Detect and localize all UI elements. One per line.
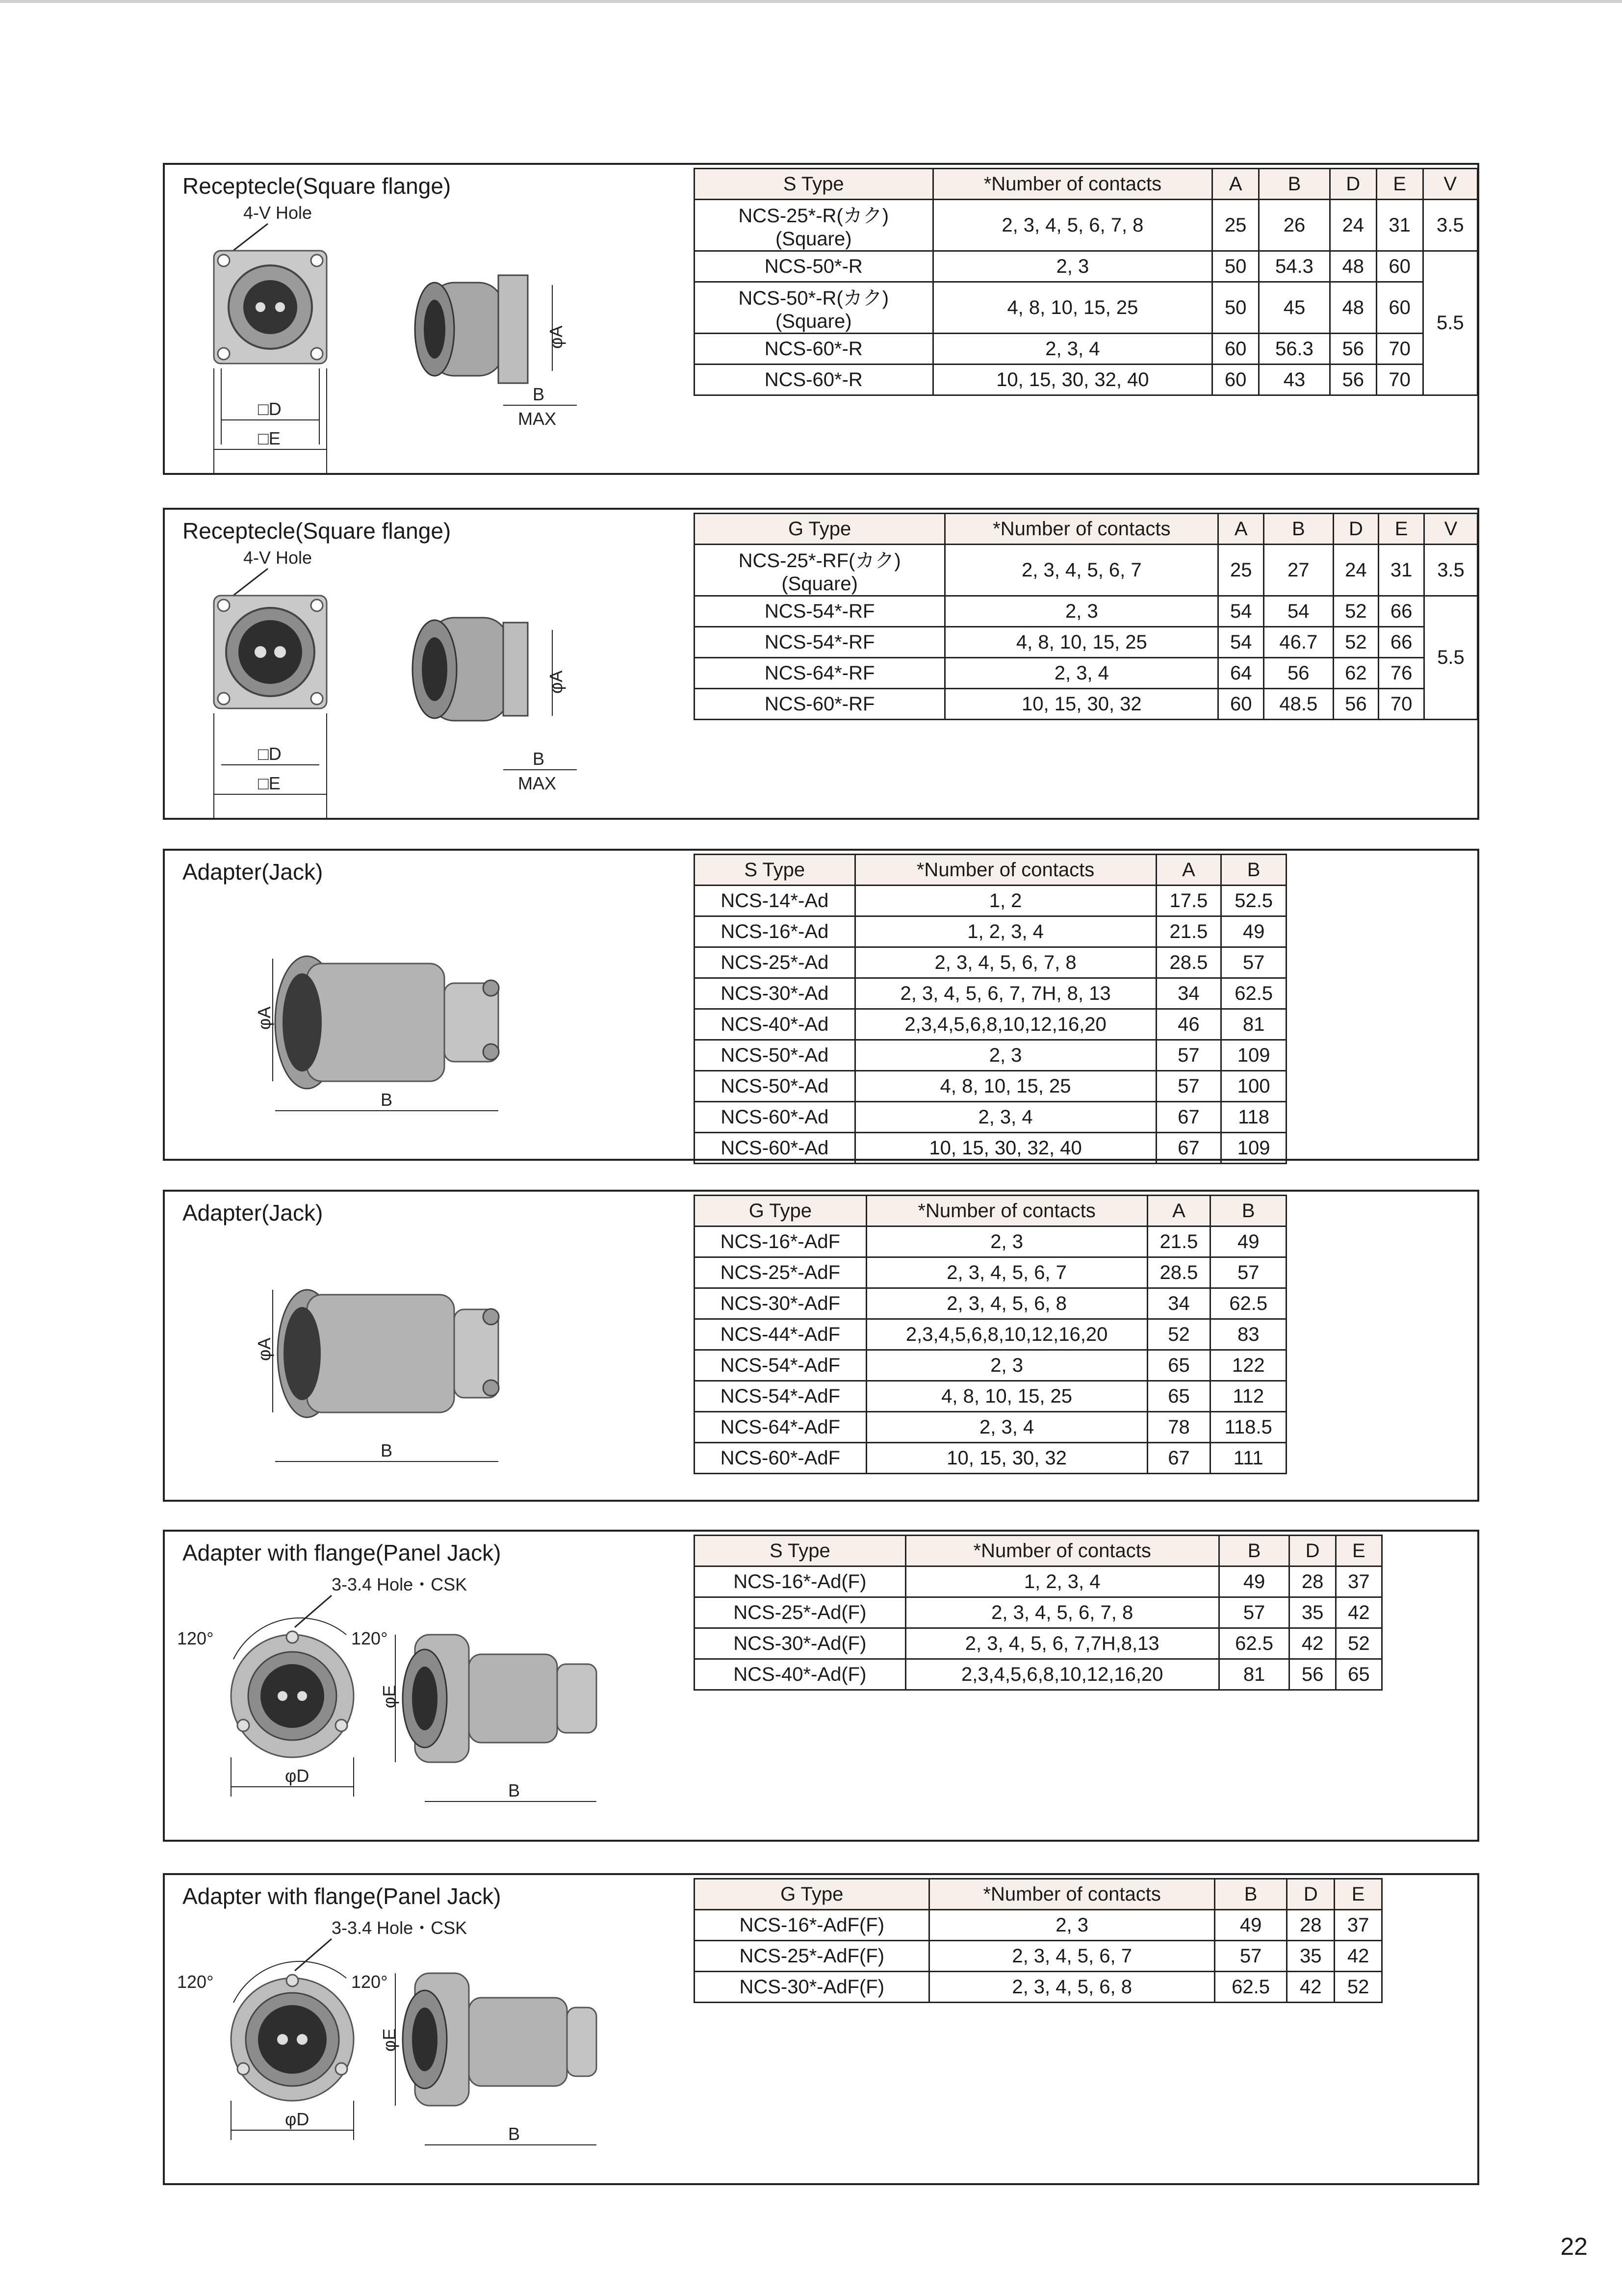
table-row [695, 251, 1478, 282]
column-header: G Type [695, 1196, 867, 1226]
table-cell: 2, 3, 4, 5, 6, 7,7H,8,13 [905, 1628, 1219, 1659]
table-cell: 5.5 [1423, 251, 1477, 395]
section-panel-jack-g-type [163, 1873, 1479, 2185]
table-cell: 48 [1330, 282, 1376, 334]
table-cell: 31 [1379, 545, 1424, 596]
table-cell: NCS-64*-RF [695, 658, 945, 689]
table-cell: 70 [1379, 689, 1424, 720]
dim-e-label: φE [379, 1685, 399, 1708]
column-header: *Number of contacts [855, 855, 1156, 886]
table-header-row [695, 1536, 1382, 1566]
column-header: B [1259, 169, 1330, 200]
table-row [695, 658, 1478, 689]
table-cell: NCS-25*-Ad [695, 947, 855, 978]
table-cell: 50 [1212, 282, 1259, 334]
table-cell: 10, 15, 30, 32 [945, 689, 1218, 720]
table-cell: 57 [1221, 947, 1287, 978]
table-header-row [695, 1196, 1287, 1226]
section-adapter-jack-g-type [163, 1190, 1479, 1502]
table-cell: NCS-40*-Ad(F) [695, 1659, 906, 1690]
table-cell: NCS-54*-AdF [695, 1350, 867, 1381]
table-cell: 50 [1212, 251, 1259, 282]
table-cell: 60 [1212, 334, 1259, 365]
table-cell: 52 [1147, 1319, 1210, 1350]
table-cell: 17.5 [1156, 886, 1221, 916]
spec-table [694, 854, 1287, 1164]
column-header: A [1218, 514, 1264, 545]
column-header: D [1287, 1879, 1335, 1910]
table-cell: 28.5 [1156, 947, 1221, 978]
table-cell: 57 [1210, 1257, 1287, 1288]
receptacle-square-drawing [184, 199, 626, 474]
receptacle-square-drawing [184, 544, 626, 819]
table-cell: 67 [1156, 1133, 1221, 1164]
table-cell: 52 [1335, 1972, 1382, 2003]
table-header-row [695, 855, 1287, 886]
table-cell: 62.5 [1219, 1628, 1289, 1659]
spec-table [694, 1878, 1383, 2003]
table-row [695, 1941, 1382, 1972]
table-cell: 28 [1289, 1566, 1336, 1597]
table-cell: NCS-16*-AdF [695, 1226, 867, 1257]
table-cell: NCS-60*-RF [695, 689, 945, 720]
table-cell: 62.5 [1214, 1972, 1287, 2003]
table-cell: 81 [1221, 1009, 1287, 1040]
table-cell: 2, 3, 4, 5, 6, 8 [929, 1972, 1214, 2003]
table-cell: 48.5 [1264, 689, 1333, 720]
table-row [695, 1226, 1287, 1257]
column-header: G Type [695, 1879, 929, 1910]
table-cell: 34 [1156, 978, 1221, 1009]
table-row [695, 1566, 1382, 1597]
table-cell: NCS-25*-Ad(F) [695, 1597, 906, 1628]
table-row [695, 334, 1478, 365]
table-cell: 4, 8, 10, 15, 25 [866, 1381, 1147, 1412]
table-cell: 66 [1379, 596, 1424, 627]
table-cell: 21.5 [1156, 916, 1221, 947]
table-row [695, 1257, 1287, 1288]
table-cell: 1, 2, 3, 4 [855, 916, 1156, 947]
table-cell: 27 [1264, 545, 1333, 596]
spec-table [694, 168, 1478, 396]
table-cell: 2, 3, 4, 5, 6, 7, 8 [933, 200, 1212, 251]
dim-a-label: φA [546, 325, 566, 349]
table-row [695, 1443, 1287, 1474]
table-row [695, 689, 1478, 720]
dim-b-label: B [533, 384, 545, 404]
table-header-row [695, 1879, 1382, 1910]
column-header: D [1333, 514, 1379, 545]
table-cell: 24 [1333, 545, 1379, 596]
dim-b-label: B [381, 1440, 393, 1461]
column-header: E [1379, 514, 1424, 545]
section-title: Receptecle(Square flange) [182, 173, 451, 199]
table-header-row [695, 169, 1478, 200]
table-cell: 2, 3 [945, 596, 1218, 627]
column-header: D [1330, 169, 1376, 200]
table-cell: 2, 3, 4, 5, 6, 7 [866, 1257, 1147, 1288]
table-cell: 5.5 [1424, 596, 1478, 720]
table-cell: 2, 3 [855, 1040, 1156, 1071]
table-cell: NCS-16*-Ad [695, 916, 855, 947]
table-cell: 10, 15, 30, 32, 40 [855, 1133, 1156, 1164]
column-header: *Number of contacts [905, 1536, 1219, 1566]
table-cell: NCS-54*-RF [695, 627, 945, 658]
table-cell: 60 [1376, 282, 1423, 334]
panel-jack-drawing [175, 1914, 665, 2189]
hole-label: 3-3.4 Hole・CSK [332, 1918, 467, 1938]
column-header: V [1424, 514, 1478, 545]
table-cell: NCS-54*-RF [695, 596, 945, 627]
table-cell: 26 [1259, 200, 1330, 251]
table-cell: 25 [1212, 200, 1259, 251]
table-row [695, 1288, 1287, 1319]
column-header: *Number of contacts [945, 514, 1218, 545]
table-cell: NCS-25*-R(カク) (Square) [695, 200, 933, 251]
section-panel-jack-s-type [163, 1530, 1479, 1842]
table-cell: 2, 3 [929, 1910, 1214, 1941]
table-cell: 57 [1219, 1597, 1289, 1628]
table-row [695, 1040, 1287, 1071]
column-header: D [1289, 1536, 1336, 1566]
table-cell: 37 [1336, 1566, 1382, 1597]
table-cell: 2, 3, 4, 5, 6, 7, 8 [855, 947, 1156, 978]
column-header: E [1376, 169, 1423, 200]
table-cell: NCS-54*-AdF [695, 1381, 867, 1412]
table-cell: 2, 3 [933, 251, 1212, 282]
table-cell: NCS-64*-AdF [695, 1412, 867, 1443]
table-cell: 35 [1289, 1597, 1336, 1628]
table-cell: 56.3 [1259, 334, 1330, 365]
table-cell: NCS-50*-Ad [695, 1040, 855, 1071]
table-cell: 56 [1330, 365, 1376, 395]
table-cell: 56 [1333, 689, 1379, 720]
table-cell: 54 [1264, 596, 1333, 627]
table-cell: 54 [1218, 627, 1264, 658]
table-cell: 2, 3, 4, 5, 6, 8 [866, 1288, 1147, 1319]
table-cell: NCS-60*-Ad [695, 1102, 855, 1133]
table-cell: 78 [1147, 1412, 1210, 1443]
table-cell: 67 [1156, 1102, 1221, 1133]
table-cell: 56 [1330, 334, 1376, 365]
table-row [695, 1102, 1287, 1133]
table-row [695, 916, 1287, 947]
table-cell: 65 [1147, 1381, 1210, 1412]
column-header: B [1219, 1536, 1289, 1566]
table-cell: 83 [1210, 1319, 1287, 1350]
section-receptacle-g-type [163, 508, 1479, 820]
table-cell: NCS-60*-R [695, 365, 933, 395]
column-header: S Type [695, 1536, 906, 1566]
table-cell: NCS-60*-R [695, 334, 933, 365]
table-cell: 49 [1221, 916, 1287, 947]
table-cell: 2, 3, 4, 5, 6, 7, 7H, 8, 13 [855, 978, 1156, 1009]
dim-max-label: MAX [518, 773, 557, 793]
table-row [695, 545, 1478, 596]
section-title: Adapter(Jack) [182, 859, 323, 885]
dim-d-label: □D [258, 744, 282, 764]
table-cell: 21.5 [1147, 1226, 1210, 1257]
column-header: S Type [695, 169, 933, 200]
section-title: Adapter with flange(Panel Jack) [182, 1883, 501, 1909]
table-cell: 76 [1379, 658, 1424, 689]
dim-d-label: □D [258, 399, 282, 419]
table-cell: 3.5 [1423, 200, 1477, 251]
column-header: B [1264, 514, 1333, 545]
table-cell: 46 [1156, 1009, 1221, 1040]
table-cell: 60 [1218, 689, 1264, 720]
table-row [695, 627, 1478, 658]
table-cell: 67 [1147, 1443, 1210, 1474]
table-cell: 48 [1330, 251, 1376, 282]
table-cell: 2, 3, 4 [866, 1412, 1147, 1443]
table-row [695, 1597, 1382, 1628]
column-header: A [1147, 1196, 1210, 1226]
table-cell: 4, 8, 10, 15, 25 [933, 282, 1212, 334]
table-cell: 64 [1218, 658, 1264, 689]
top-rule [0, 0, 1622, 3]
table-row [695, 200, 1478, 251]
dim-e-label: φE [379, 2028, 399, 2052]
column-header: S Type [695, 855, 855, 886]
section-adapter-jack-s-type [163, 849, 1479, 1161]
dim-e-label: □E [258, 428, 281, 448]
table-cell: NCS-30*-Ad [695, 978, 855, 1009]
table-cell: 35 [1287, 1941, 1335, 1972]
table-cell: 109 [1221, 1040, 1287, 1071]
table-cell: 111 [1210, 1443, 1287, 1474]
dim-b-label: B [508, 1780, 520, 1800]
section-receptacle-s-type [163, 163, 1479, 475]
table-cell: 118.5 [1210, 1412, 1287, 1443]
column-header: *Number of contacts [866, 1196, 1147, 1226]
hole-label: 4-V Hole [243, 548, 312, 568]
table-cell: 42 [1336, 1597, 1382, 1628]
table-cell: 49 [1210, 1226, 1287, 1257]
table-row [695, 1319, 1287, 1350]
table-cell: 62.5 [1221, 978, 1287, 1009]
hole-label: 3-3.4 Hole・CSK [332, 1574, 467, 1594]
table-cell: 60 [1376, 251, 1423, 282]
table-cell: NCS-60*-AdF [695, 1443, 867, 1474]
dim-max-label: MAX [518, 409, 557, 429]
table-cell: 54.3 [1259, 251, 1330, 282]
table-cell: 42 [1289, 1628, 1336, 1659]
table-row [695, 1133, 1287, 1164]
dim-b-label: B [533, 749, 545, 769]
table-row [695, 1910, 1382, 1941]
table-cell: 56 [1264, 658, 1333, 689]
table-row [695, 365, 1478, 395]
section-title: Receptecle(Square flange) [182, 518, 451, 544]
dim-b-label: B [381, 1090, 393, 1110]
spec-table [694, 1195, 1287, 1474]
table-cell: NCS-16*-Ad(F) [695, 1566, 906, 1597]
table-cell: 2, 3 [866, 1226, 1147, 1257]
table-cell: 43 [1259, 365, 1330, 395]
table-cell: NCS-16*-AdF(F) [695, 1910, 929, 1941]
table-cell: 42 [1335, 1941, 1382, 1972]
angle-left-label: 120° [177, 1972, 214, 1992]
table-row [695, 1628, 1382, 1659]
table-row [695, 1350, 1287, 1381]
table-cell: NCS-50*-R(カク) (Square) [695, 282, 933, 334]
table-cell: 57 [1156, 1071, 1221, 1102]
table-cell: NCS-50*-R [695, 251, 933, 282]
table-cell: 1, 2, 3, 4 [905, 1566, 1219, 1597]
table-row [695, 1659, 1382, 1690]
table-cell: 2,3,4,5,6,8,10,12,16,20 [866, 1319, 1147, 1350]
table-cell: 49 [1214, 1910, 1287, 1941]
angle-right-label: 120° [351, 1972, 388, 1992]
table-cell: NCS-14*-Ad [695, 886, 855, 916]
column-header: G Type [695, 514, 945, 545]
dim-a-label: φA [254, 1006, 274, 1030]
table-cell: 54 [1218, 596, 1264, 627]
table-cell: 52 [1333, 596, 1379, 627]
section-title: Adapter with flange(Panel Jack) [182, 1540, 501, 1565]
table-cell: NCS-30*-AdF(F) [695, 1972, 929, 2003]
table-cell: 2, 3, 4 [933, 334, 1212, 365]
table-cell: 4, 8, 10, 15, 25 [945, 627, 1218, 658]
column-header: A [1212, 169, 1259, 200]
spec-table [694, 513, 1478, 720]
table-cell: 57 [1156, 1040, 1221, 1071]
angle-right-label: 120° [351, 1628, 388, 1648]
table-row [695, 1972, 1382, 2003]
table-cell: NCS-30*-Ad(F) [695, 1628, 906, 1659]
dim-e-label: □E [258, 773, 281, 793]
adapter-jack-drawing [238, 939, 680, 1214]
table-cell: 42 [1287, 1972, 1335, 2003]
table-row [695, 1381, 1287, 1412]
dim-b-label: B [508, 2124, 520, 2144]
table-cell: 28.5 [1147, 1257, 1210, 1288]
column-header: *Number of contacts [933, 169, 1212, 200]
table-cell: 31 [1376, 200, 1423, 251]
table-cell: 49 [1219, 1566, 1289, 1597]
table-cell: 52.5 [1221, 886, 1287, 916]
table-cell: NCS-50*-Ad [695, 1071, 855, 1102]
table-cell: 2, 3, 4, 5, 6, 7 [929, 1941, 1214, 1972]
table-cell: 70 [1376, 334, 1423, 365]
panel-jack-drawing [175, 1571, 665, 1846]
column-header: B [1214, 1879, 1287, 1910]
table-cell: 28 [1287, 1910, 1335, 1941]
table-cell: 2,3,4,5,6,8,10,12,16,20 [905, 1659, 1219, 1690]
table-cell: NCS-44*-AdF [695, 1319, 867, 1350]
table-row [695, 596, 1478, 627]
column-header: E [1335, 1879, 1382, 1910]
table-cell: 100 [1221, 1071, 1287, 1102]
table-cell: 52 [1336, 1628, 1382, 1659]
hole-label: 4-V Hole [243, 203, 312, 223]
table-cell: 60 [1212, 365, 1259, 395]
table-cell: NCS-40*-Ad [695, 1009, 855, 1040]
table-cell: 46.7 [1264, 627, 1333, 658]
dim-a-label: φA [254, 1337, 274, 1361]
table-cell: 2, 3, 4, 5, 6, 7, 8 [905, 1597, 1219, 1628]
table-cell: 62 [1333, 658, 1379, 689]
table-cell: 25 [1218, 545, 1264, 596]
table-cell: 65 [1336, 1659, 1382, 1690]
table-cell: 62.5 [1210, 1288, 1287, 1319]
table-cell: 66 [1379, 627, 1424, 658]
table-cell: 65 [1147, 1350, 1210, 1381]
column-header: *Number of contacts [929, 1879, 1214, 1910]
table-cell: 81 [1219, 1659, 1289, 1690]
table-row [695, 282, 1478, 334]
dim-d-label: φD [285, 2109, 309, 2129]
angle-left-label: 120° [177, 1628, 214, 1648]
table-cell: 56 [1289, 1659, 1336, 1690]
table-cell: 3.5 [1424, 545, 1478, 596]
column-header: E [1336, 1536, 1382, 1566]
table-cell: 45 [1259, 282, 1330, 334]
table-cell: 2, 3 [866, 1350, 1147, 1381]
table-cell: 2,3,4,5,6,8,10,12,16,20 [855, 1009, 1156, 1040]
column-header: V [1423, 169, 1477, 200]
table-cell: 34 [1147, 1288, 1210, 1319]
page-number: 22 [1560, 2233, 1588, 2260]
table-cell: 118 [1221, 1102, 1287, 1133]
table-cell: 2, 3, 4 [945, 658, 1218, 689]
dim-d-label: φD [285, 1766, 309, 1786]
table-cell: 24 [1330, 200, 1376, 251]
spec-table [694, 1535, 1383, 1691]
table-header-row [695, 514, 1478, 545]
table-cell: 2, 3, 4 [855, 1102, 1156, 1133]
table-cell: NCS-25*-RF(カク) (Square) [695, 545, 945, 596]
table-cell: 70 [1376, 365, 1423, 395]
table-row [695, 978, 1287, 1009]
table-cell: 37 [1335, 1910, 1382, 1941]
dim-a-label: φA [546, 670, 566, 694]
table-cell: 112 [1210, 1381, 1287, 1412]
table-cell: 109 [1221, 1133, 1287, 1164]
table-cell: NCS-60*-Ad [695, 1133, 855, 1164]
column-header: A [1156, 855, 1221, 886]
section-title: Adapter(Jack) [182, 1200, 323, 1226]
table-cell: 4, 8, 10, 15, 25 [855, 1071, 1156, 1102]
column-header: B [1221, 855, 1287, 886]
table-cell: 2, 3, 4, 5, 6, 7 [945, 545, 1218, 596]
table-cell: 10, 15, 30, 32, 40 [933, 365, 1212, 395]
table-row [695, 947, 1287, 978]
table-row [695, 1412, 1287, 1443]
table-cell: NCS-25*-AdF(F) [695, 1941, 929, 1972]
table-row [695, 886, 1287, 916]
table-cell: NCS-30*-AdF [695, 1288, 867, 1319]
table-cell: 10, 15, 30, 32 [866, 1443, 1147, 1474]
table-cell: 1, 2 [855, 886, 1156, 916]
table-cell: 122 [1210, 1350, 1287, 1381]
column-header: B [1210, 1196, 1287, 1226]
adapter-jack-drawing [238, 1270, 680, 1545]
table-row [695, 1071, 1287, 1102]
table-cell: 52 [1333, 627, 1379, 658]
table-cell: NCS-25*-AdF [695, 1257, 867, 1288]
table-row [695, 1009, 1287, 1040]
table-cell: 57 [1214, 1941, 1287, 1972]
